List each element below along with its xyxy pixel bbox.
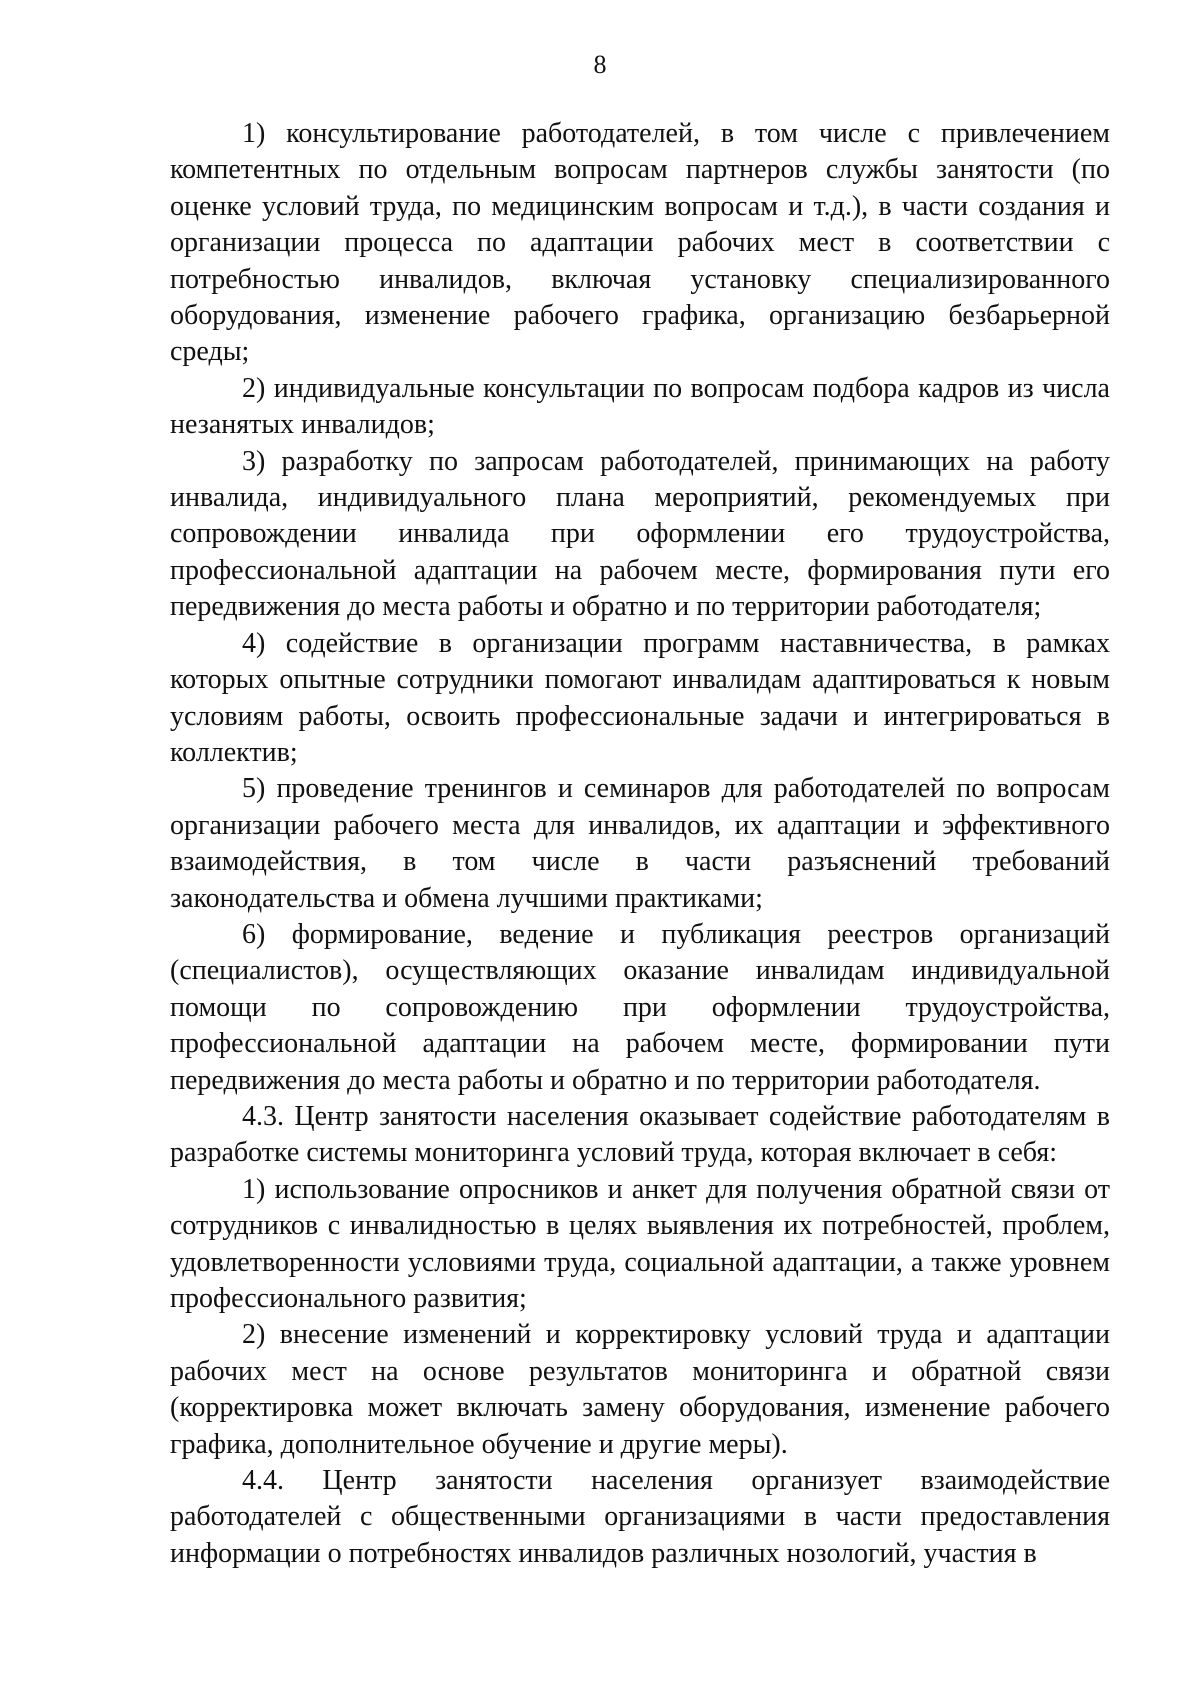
page-number: 8 xyxy=(593,50,607,79)
paragraph-item-4-3-2: 2) внесение изменений и корректировку условий труда и адаптации рабочих мест на основе результатов мониторинга и обратной связи (корректировка может включать замену оборудования, изменение рабочего графика, дополнительное обучение и другие меры). xyxy=(170,1319,1110,1460)
paragraph-item-5: 5) проведение тренингов и семинаров для работодателей по вопросам организации рабочего места для инвалидов, их адаптации и эффективного взаимодействия, в том числе в части разъяснений требований законодательства и обмена лучшими практиками; xyxy=(170,773,1110,914)
paragraph-item-4: 4) содействие в организации программ наставничества, в рамках которых опытные сотрудники помогают инвалидам адаптироваться к новым условиям работы, освоить профессиональные задачи и интегрироваться в коллектив; xyxy=(170,627,1110,768)
paragraph-item-6: 6) формирование, ведение и публикация реестров организаций (специалистов), осуществляющих оказание инвалидам индивидуальной помощи по сопровождению при оформлении трудоустройства, профессиональной адаптации на рабочем месте, формировании пути передвижения до места работы и обратно и по территории работодателя. xyxy=(170,918,1110,1096)
document-body xyxy=(170,116,1110,1572)
paragraph-item-1: 1) консультирование работодателей, в том числе с привлечением компетентных по отдельным вопросам партнеров службы занятости (по оценке условий труда, по медицинским вопросам и т.д.), в части создания и организации процесса по адаптации рабочих мест в соответствии с потребностью инвалидов, включая установку специализированного оборудования, изменение рабочего графика, организацию безбарьерной среды; xyxy=(170,118,1110,368)
paragraph-section-4-3: 4.3. Центр занятости населения оказывает содействие работодателям в разработке системы мониторинга условий труда, которая включает в себя: xyxy=(170,1100,1110,1169)
paragraph-item-2: 2) индивидуальные консультации по вопросам подбора кадров из числа незанятых инвалидов; xyxy=(170,372,1110,441)
paragraph-item-4-3-1: 1) использование опросников и анкет для получения обратной связи от сотрудников с инвалидностью в целях выявления их потребностей, проблем, удовлетворенности условиями труда, социальной адаптации, а также уровнем профессионального развития; xyxy=(170,1173,1110,1314)
paragraph-item-3: 3) разработку по запросам работодателей, принимающих на работу инвалида, индивидуального плана мероприятий, рекомендуемых при сопровождении инвалида при оформлении его трудоустройства, профессиональной адаптации на рабочем месте, формирования пути его передвижения до места работы и обратно и по территории работодателя; xyxy=(170,445,1110,623)
paragraph-section-4-4: 4.4. Центр занятости населения организует взаимодействие работодателей с общественными организациями в части предоставления информации о потребностях инвалидов различных нозологий, участия в xyxy=(170,1465,1110,1569)
